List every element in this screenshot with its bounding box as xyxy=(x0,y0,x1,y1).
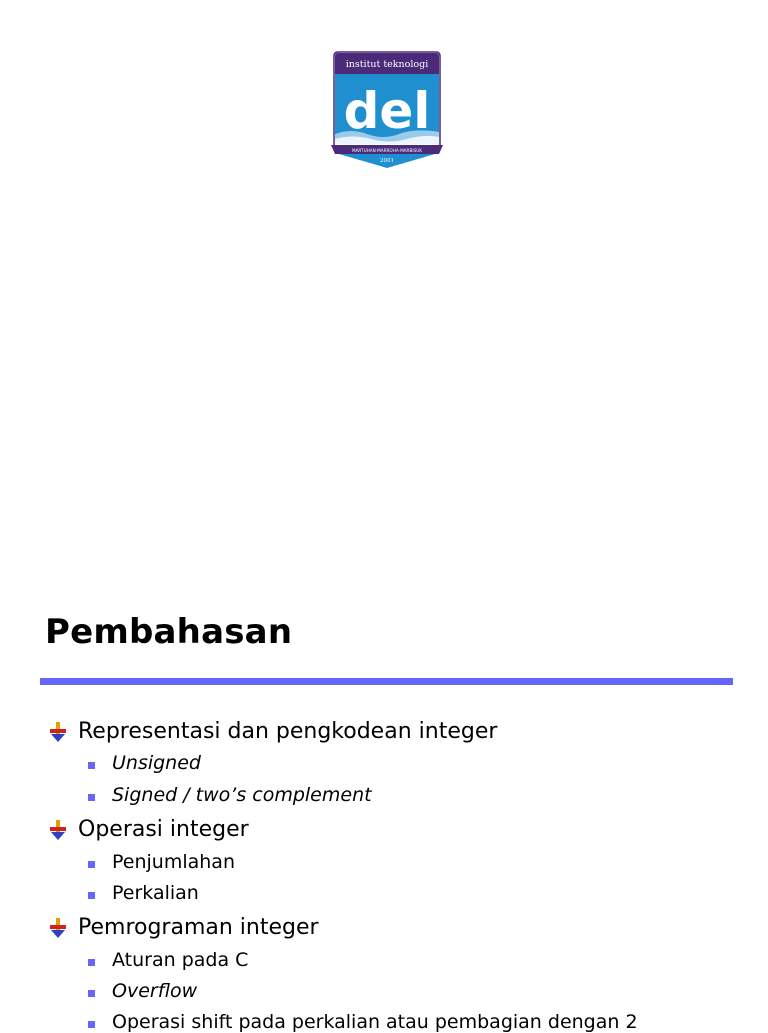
bullet-text: Unsigned xyxy=(112,752,201,774)
square-bullet-icon xyxy=(88,1021,95,1028)
bullet-text: Aturan pada C xyxy=(112,949,249,971)
plus-arrow-icon xyxy=(48,819,68,841)
logo-year: 2001 xyxy=(380,158,394,164)
title-underline xyxy=(40,678,733,685)
plus-arrow-icon xyxy=(48,917,68,939)
slide-title: Pembahasan xyxy=(45,612,293,652)
bullet-text: Representasi dan pengkodean integer xyxy=(78,719,498,744)
bullet-text: Overflow xyxy=(112,980,198,1002)
logo-main-text: del xyxy=(343,82,431,140)
square-bullet-icon xyxy=(88,861,95,868)
logo-motto: MARTUHAN·MARROHA·MARBISUK xyxy=(351,148,423,153)
bullet-text: Operasi integer xyxy=(78,817,249,842)
bullet-text: Operasi shift pada perkalian atau pembagian dengan 2 xyxy=(112,1011,638,1033)
bullet-text: Perkalian xyxy=(112,882,199,904)
logo-top-text: institut teknologi xyxy=(345,59,429,70)
square-bullet-icon xyxy=(88,762,95,769)
bullet-text: Penjumlahan xyxy=(112,851,235,873)
plus-arrow-icon xyxy=(48,721,68,743)
institut-teknologi-del-logo xyxy=(331,50,443,170)
bullet-text: Signed / two’s complement xyxy=(112,784,372,806)
square-bullet-icon xyxy=(88,892,95,899)
square-bullet-icon xyxy=(88,794,95,801)
square-bullet-icon xyxy=(88,990,95,997)
bullet-text: Pemrograman integer xyxy=(78,915,319,940)
square-bullet-icon xyxy=(88,959,95,966)
